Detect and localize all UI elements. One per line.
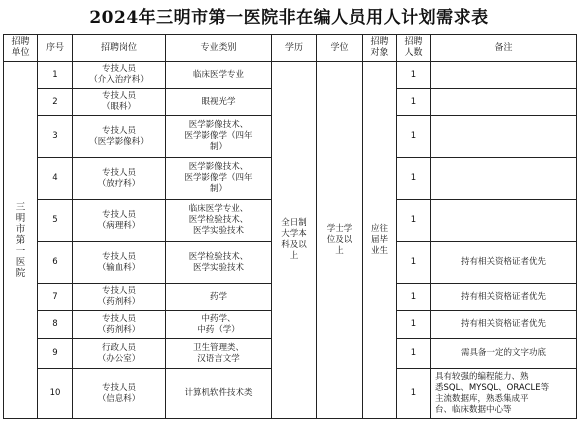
header-row [4,35,577,62]
seq-cell: 1 [38,62,73,89]
remark-cell: 持有相关资格证者优先 [431,284,577,311]
seq-cell: 4 [38,158,73,200]
unit-name-cell: 三 明 市 第 一 医 院 [4,62,38,419]
major-cell: 医学影像技术、 医学影像学（四年 制） [166,158,272,200]
remark-cell [431,89,577,116]
count-cell: 1 [397,284,431,311]
position-cell: 专技人员 （病理科） [73,200,166,242]
seq-cell: 10 [38,369,73,419]
count-cell: 1 [397,62,431,89]
header-remark: 备注 [431,35,577,62]
remark-cell: 需具备一定的文字功底 [431,339,577,369]
remark-cell [431,200,577,242]
major-cell: 中药学、 中药（学） [166,311,272,339]
seq-cell: 6 [38,242,73,284]
header-target: 招聘 对象 [363,35,397,62]
count-cell: 1 [397,311,431,339]
seq-cell: 8 [38,311,73,339]
major-cell: 卫生管理类、 汉语言文学 [166,339,272,369]
header-unit: 招聘 单位 [4,35,38,62]
document-title: 2024年三明市第一医院非在编人员用人计划需求表 [89,8,489,28]
count-cell: 1 [397,158,431,200]
position-cell: 专技人员 （介入治疗科） [73,62,166,89]
header-seq: 序号 [38,35,73,62]
seq-cell: 5 [38,200,73,242]
seq-cell: 3 [38,116,73,158]
header-count: 招聘 人数 [397,35,431,62]
major-cell: 医学影像技术、 医学影像学（四年 制） [166,116,272,158]
major-cell: 医学检验技术、 医学实验技术 [166,242,272,284]
remark-cell: 具有较强的编程能力、熟 悉SQL、MYSQL、ORACLE等 主流数据库，熟悉集成平 台、临床数据中心等 [431,369,577,419]
position-cell: 专技人员 （医学影像科） [73,116,166,158]
major-cell: 药学 [166,284,272,311]
position-cell: 行政人员 （办公室） [73,339,166,369]
header-education: 学历 [272,35,317,62]
position-cell: 专技人员 （眼科） [73,89,166,116]
remark-cell [431,116,577,158]
remark-cell: 持有相关资格证者优先 [431,242,577,284]
position-cell: 专技人员 （输血科） [73,242,166,284]
count-cell: 1 [397,339,431,369]
education-cell: 全日制 大学本 科及以 上 [272,62,317,419]
remark-cell [431,158,577,200]
count-cell: 1 [397,89,431,116]
count-cell: 1 [397,116,431,158]
degree-cell: 学士学 位及以 上 [317,62,363,419]
major-cell: 临床医学专业 [166,62,272,89]
table-row [4,62,577,89]
seq-cell: 2 [38,89,73,116]
position-cell: 专技人员 （信息科） [73,369,166,419]
position-cell: 专技人员 （药剂科） [73,311,166,339]
header-degree: 学位 [317,35,363,62]
remark-cell: 持有相关资格证者优先 [431,311,577,339]
major-cell: 临床医学专业、 医学检验技术、 医学实验技术 [166,200,272,242]
seq-cell: 9 [38,339,73,369]
major-cell: 计算机软件技术类 [166,369,272,419]
count-cell: 1 [397,200,431,242]
remark-cell [431,62,577,89]
position-cell: 专技人员 （药剂科） [73,284,166,311]
recruitment-table [3,34,577,419]
header-position: 招聘岗位 [73,35,166,62]
position-cell: 专技人员 （放疗科） [73,158,166,200]
target-cell: 应往 届毕 业生 [363,62,397,419]
count-cell: 1 [397,369,431,419]
header-major: 专业类别 [166,35,272,62]
count-cell: 1 [397,242,431,284]
major-cell: 眼视光学 [166,89,272,116]
seq-cell: 7 [38,284,73,311]
